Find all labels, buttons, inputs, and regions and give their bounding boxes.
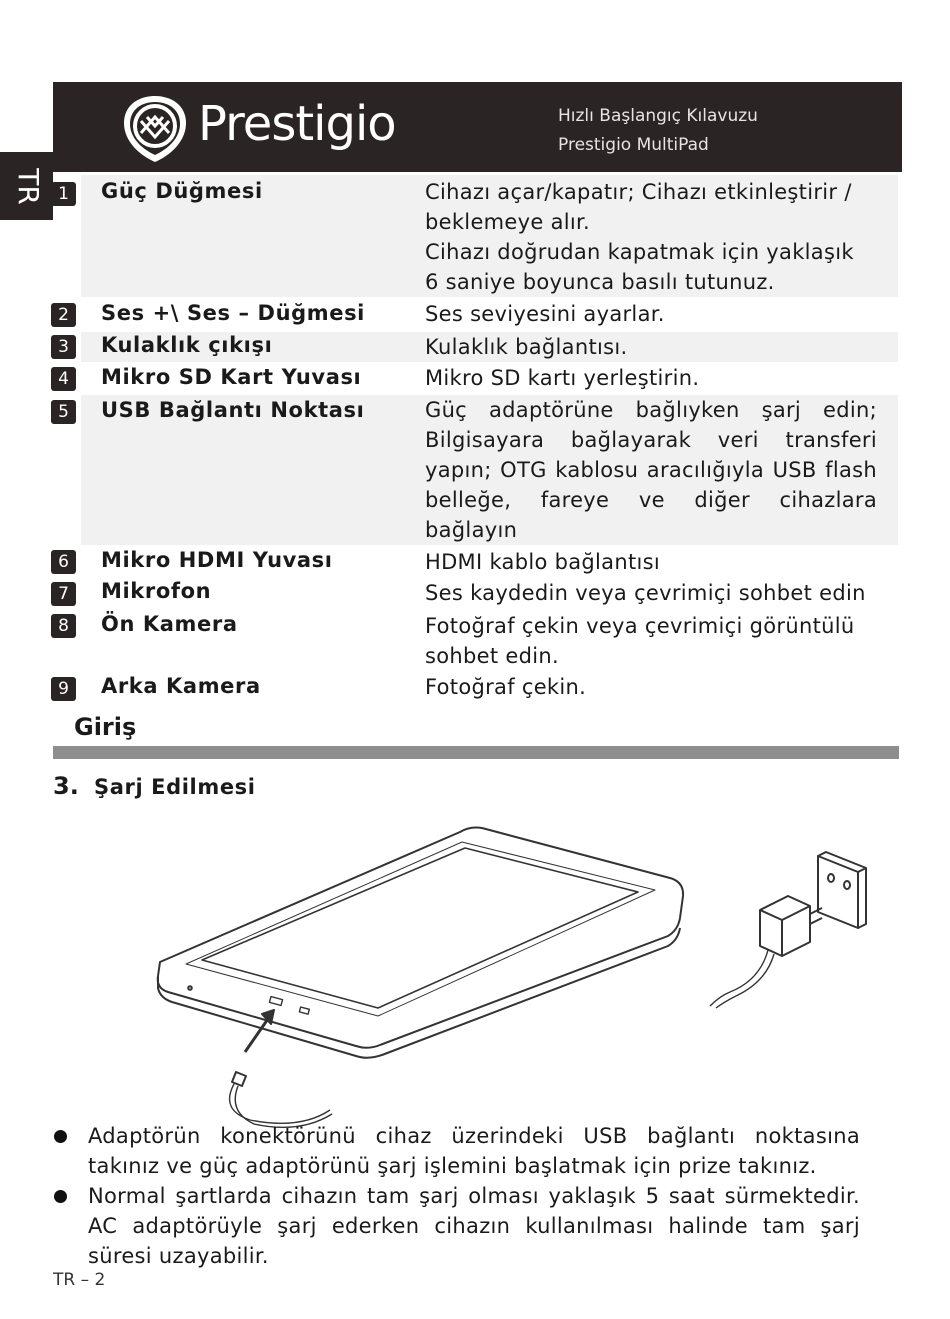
bullet-icon [54,1190,67,1203]
part-row-7 [50,578,900,608]
part-description: HDMI kablo bağlantısı [425,550,660,574]
part-row-4 [50,363,900,395]
part-number-badge: 8 [51,614,76,638]
part-label: Güç Düğmesi [101,179,263,203]
part-description: Fotoğraf çekin veya çevrimiçi görüntülü sohbet edin. [425,614,855,668]
part-description: Cihazı açar/kapatır; Cihazı etkinleştirir / beklemeye alır. Cihazı doğrudan kapatmak için yaklaşık 6 saniye boyunca basılı tutunuz. [425,180,854,294]
section-title: Şarj Edilmesi [94,775,256,799]
page-footer: TR – 2 [53,1270,106,1290]
part-description: Ses kaydedin veya çevrimiçi sohbet edin [425,581,866,605]
part-description: Ses seviyesini ayarlar. [425,302,665,326]
bullet-icon [54,1130,67,1143]
part-row-9 [50,672,900,704]
part-number-badge: 9 [51,677,76,701]
part-label: Ses +\ Ses – Düğmesi [101,301,365,325]
brand-name: Prestigio [198,96,396,152]
part-row-6 [50,547,900,577]
language-tab [0,152,53,220]
part-row-2 [50,299,900,331]
charging-illustration [150,820,880,1140]
section-divider [53,746,899,759]
part-number-badge: 3 [51,335,76,359]
part-row-5 [50,395,900,545]
part-number-badge: 6 [51,550,76,574]
prestigio-logo-icon [119,93,191,165]
part-description: Fotoğraf çekin. [425,675,587,699]
part-label: Kulaklık çıkışı [101,333,273,357]
part-label: Arka Kamera [101,674,261,698]
bullet-item-2 [54,1181,862,1271]
part-label: Mikro SD Kart Yuvası [101,365,362,389]
section-heading: Giriş [74,713,137,741]
wall-socket-icon [818,856,858,928]
product-name: Prestigio MultiPad [558,135,709,155]
part-description: Mikro SD kartı yerleştirin. [425,366,700,390]
part-label: Mikro HDMI Yuvası [101,548,333,572]
part-number-badge: 7 [51,582,76,606]
part-row-3 [50,332,900,362]
part-description: Güç adaptörüne bağlıyken şarj edin; Bilgisayara bağlayarak veri transferi yapın; OTG kablosu aracılığıyla USB flash belleğe, fareye ve diğer cihazlara bağlayın [425,398,877,542]
part-row-1 [50,175,900,297]
part-number-badge: 1 [51,182,76,206]
power-adapter-icon [760,896,810,956]
part-label: USB Bağlantı Noktası [101,398,365,422]
part-description: Kulaklık bağlantısı. [425,335,628,359]
bullet-text: Adaptörün konektörünü cihaz üzerindeki USB bağlantı noktasına takınız ve güç adaptörünü şarj işlemini başlatmak için prize takınız. [88,1124,860,1178]
part-number-badge: 2 [51,303,76,327]
part-label: Mikrofon [101,579,212,603]
bullet-text: Normal şartlarda cihazın tam şarj olması yaklaşık 5 saat sürmektedir. AC adaptörüyle şarj ederken cihazın kullanılması halinde tam şarj süresi uzayabilir. [88,1184,860,1268]
part-label: Ön Kamera [101,612,238,636]
bullet-item-1 [54,1121,862,1183]
language-tab-label: TR [11,168,45,205]
page-header [53,82,902,172]
part-number-badge: 5 [51,400,76,424]
section-number: 3. [53,772,79,800]
guide-title: Hızlı Başlangıç Kılavuzu [558,106,758,126]
part-number-badge: 4 [51,367,76,391]
part-row-8 [50,611,900,671]
